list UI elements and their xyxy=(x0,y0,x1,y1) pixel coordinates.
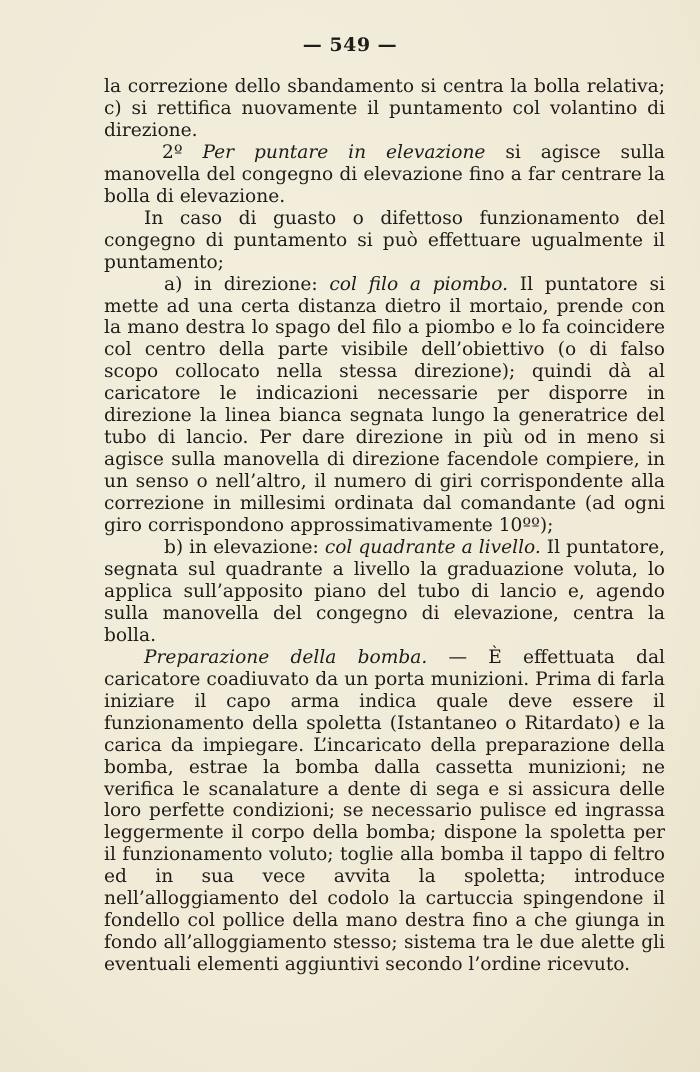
page-number: — 549 — xyxy=(302,34,398,56)
paragraph-6 xyxy=(104,647,665,976)
paragraph-4 xyxy=(104,274,665,537)
paragraph-5-italic: col quadrante a livello. xyxy=(324,537,541,559)
paragraph-2-italic: Per puntare in elevazione xyxy=(202,141,486,163)
paragraph-4-prefix: a) in direzione: xyxy=(164,273,330,295)
paragraph-6-italic: Preparazione della bomba. xyxy=(144,646,428,668)
paragraph-3: In caso di guasto o difettoso funzionamento del congegno di puntamento si può effettuare ugualmente il puntamento; xyxy=(104,207,665,273)
paragraph-2 xyxy=(104,142,665,208)
paragraph-2-number: 2º xyxy=(162,141,203,163)
paragraph-1: la correzione dello sbandamento si centra la bolla relativa; c) si rettifica nuovamente il puntamento col volantino di direzione. xyxy=(104,76,665,141)
page-body xyxy=(104,76,665,976)
paragraph-6-text: — È effettuata dal caricatore coadiuvato da un porta munizioni. Prima di farla iniziare il capo arma indica quale deve essere il funzionamento della spoletta (Istantaneo o Ritardato) e la carica da impiegare. L’incaricato della preparazione della bomba, estrae la bomba dalla cassetta munizioni; ne verifica le scanalature a dente di sega e si assicura delle loro perfette condizioni; se necessario pulisce ed ingrassa leggermente il corpo della bomba; dispone la spoletta per il funzionamento voluto; toglie alla bomba il tappo di feltro ed in sua vece avvita la spoletta; introduce nell’alloggiamento del codolo la cartuccia spingendone il fondello col pollice della mano destra fino a che giunga in fondo all’alloggiamento stesso; sistema tra le due alette gli eventuali elementi aggiuntivi secondo l’ordine ricevuto. xyxy=(104,646,665,976)
paragraph-4-text: Il puntatore si mette ad una certa distanza dietro il mortaio, prende con la mano destra lo spago del filo a piombo e lo fa coincidere col centro della parte visibile dell’obiettivo (o di falso scopo collocato nella stessa direzione); quindi dà al caricatore le indicazioni necessarie per disporre in direzione la linea bianca segnata lungo la generatrice del tubo di lancio. Per dare direzione in più od in meno si agisce sulla manovella di direzione facendole compiere, in un senso o nell’altro, il numero di giri corrispondente alla correzione in millesimi ordinata dal comandante (ad ogni giro corrispondono approssimativamente 10ºº); xyxy=(104,273,665,537)
paragraph-5-text: Il puntatore, segnata sul quadrante a livello la graduazione voluta, lo applica sull’apposito piano del tubo di lancio e, agendo sulla manovella del congegno di elevazione, centra la bolla. xyxy=(104,537,665,646)
paragraph-2-text: si agisce sulla manovella del congegno di elevazione fino a far centrare la bolla di elevazione. xyxy=(104,141,666,207)
paragraph-5-prefix: b) in elevazione: xyxy=(164,537,325,559)
paragraph-5 xyxy=(104,537,665,647)
paragraph-4-italic: col filo a piombo. xyxy=(329,273,509,295)
